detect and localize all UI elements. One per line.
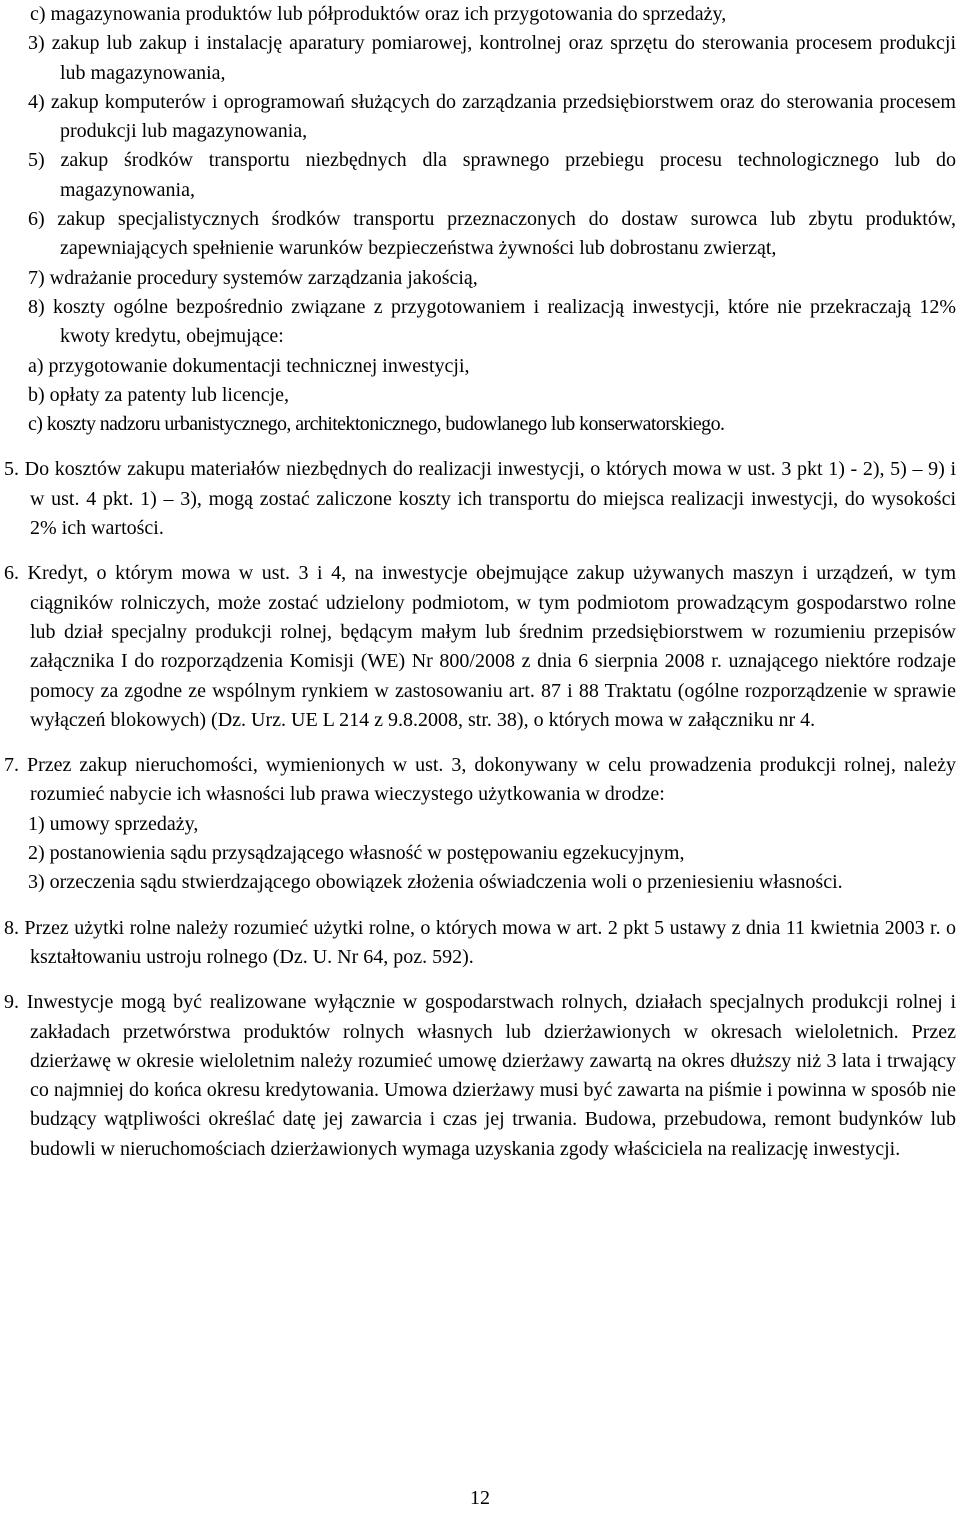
paragraph-7: 7. Przez zakup nieruchomości, wymienionych w ust. 3, dokonywany w celu prowadzenia produkcji rolnej, należy rozumieć nabycie ich własności lub prawa wieczystego użytkowania w drodze: xyxy=(4,754,956,806)
list-item-6: 6) zakup specjalistycznych środków transportu przeznaczonych do dostaw surowca lub zbytu produktów, zapewniających spełnienie warunków bezpieczeństwa żywności lub dobrostanu zwierząt, xyxy=(28,208,956,260)
spacer xyxy=(4,735,956,751)
paragraph-7-item-2: 2) postanowienia sądu przysądzającego własność w postępowaniu egzekucyjnym, xyxy=(28,842,685,865)
list-item-8a: a) przygotowanie dokumentacji technicznej inwestycji, xyxy=(28,354,470,377)
paragraph-9: 9. Inwestycje mogą być realizowane wyłącznie w gospodarstwach rolnych, działach specjalnych produkcji rolnej i zakładach przetwórstwa produktów rolnych własnych lub dzierżawionych w okresach wieloletnich. Przez dzierżawę w okresie wieloletnim należy rozumieć umowę dzierżawy zawartą na okres dłuższy niż 3 lata i trwający co najmniej do końca okresu kredytowania. Umowa dzierżawy musi być zawarta na piśmie i powinna w sposób nie budzący wątpliwości określać datę jej zawarcia i czas jej trwania. Budowa, przebudowa, remont budynków lub budowli w nieruchomościach dzierżawionych wymaga uzyskania zgody właściciela na realizację inwestycji. xyxy=(4,991,956,1160)
paragraph-8: 8. Przez użytki rolne należy rozumieć użytki rolne, o których mowa w art. 2 pkt 5 ustawy z dnia 11 kwietnia 2003 r. o kształtowaniu ustroju rolnego (Dz. U. Nr 64, poz. 592). xyxy=(4,916,956,968)
list-item-8: 8) koszty ogólne bezpośrednio związane z przygotowaniem i realizacją inwestycji, które nie przekraczają 12% kwoty kredytu, obejmujące: xyxy=(28,295,956,348)
paragraph-7-item-1: 1) umowy sprzedaży, xyxy=(28,812,199,835)
list-item-8b: b) opłaty za patenty lub licencje, xyxy=(28,383,290,406)
list-item-5: 5) zakup środków transportu niezbędnych dla sprawnego przebiegu procesu technologicznego lub do magazynowania, xyxy=(28,149,956,201)
paragraph-7-item-3: 3) orzeczenia sądu stwierdzającego obowiązek złożenia oświadczenia woli o przeniesieniu własności. xyxy=(28,871,843,894)
list-item-3: 3) zakup lub zakup i instalację aparatury pomiarowej, kontrolnej oraz sprzętu do sterowania procesem produkcji lub magazynowania, xyxy=(28,32,956,84)
document-body xyxy=(4,0,956,1164)
paragraph-6: 6. Kredyt, o którym mowa w ust. 3 i 4, na inwestycje obejmujące zakup używanych maszyn i urządzeń, w tym ciągników rolniczych, może zostać udzielony podmiotom, w tym podmiotom prowadzącym gospodarstwo rolne lub dział specjalny produkcji rolnej, będącym małym lub średnim przedsiębiorstwem w rozumieniu przepisów załącznika I do rozporządzenia Komisji (WE) Nr 800/2008 z dnia 6 sierpnia 2008 r. uznającego niektóre rodzaje pomocy za zgodne ze wspólnym rynkiem w zastosowaniu art. 87 i 88 Traktatu (ogólne rozporządzenie w sprawie wyłączeń blokowych) (Dz. Urz. UE L 214 z 9.8.2008, str. 38), o których mowa w załączniku nr 4. xyxy=(4,562,956,731)
list-item-8c: c) koszty nadzoru urbanistycznego, architektonicznego, budowlanego lub konserwatorskiego. xyxy=(28,413,725,436)
list-item-c-storage: c) magazynowania produktów lub półproduktów oraz ich przygotowania do sprzedaży, xyxy=(30,3,727,25)
list-item-4: 4) zakup komputerów i oprogramowań służących do zarządzania przedsiębiorstwem oraz do sterowania procesem produkcji lub magazynowania, xyxy=(28,90,956,143)
spacer xyxy=(4,972,956,988)
spacer xyxy=(4,898,956,914)
paragraph-5: 5. Do kosztów zakupu materiałów niezbędnych do realizacji inwestycji, o których mowa w ust. 3 pkt 1) - 2), 5) – 9) i w ust. 4 pkt. 1) – 3), mogą zostać zaliczone koszty ich transportu do miejsca realizacji inwestycji, do wysokości 2% ich wartości. xyxy=(4,458,956,540)
page-number: 12 xyxy=(470,1487,490,1509)
list-item-7: 7) wdrażanie procedury systemów zarządzania jakością, xyxy=(28,266,478,289)
spacer xyxy=(4,543,956,559)
spacer xyxy=(4,439,956,455)
